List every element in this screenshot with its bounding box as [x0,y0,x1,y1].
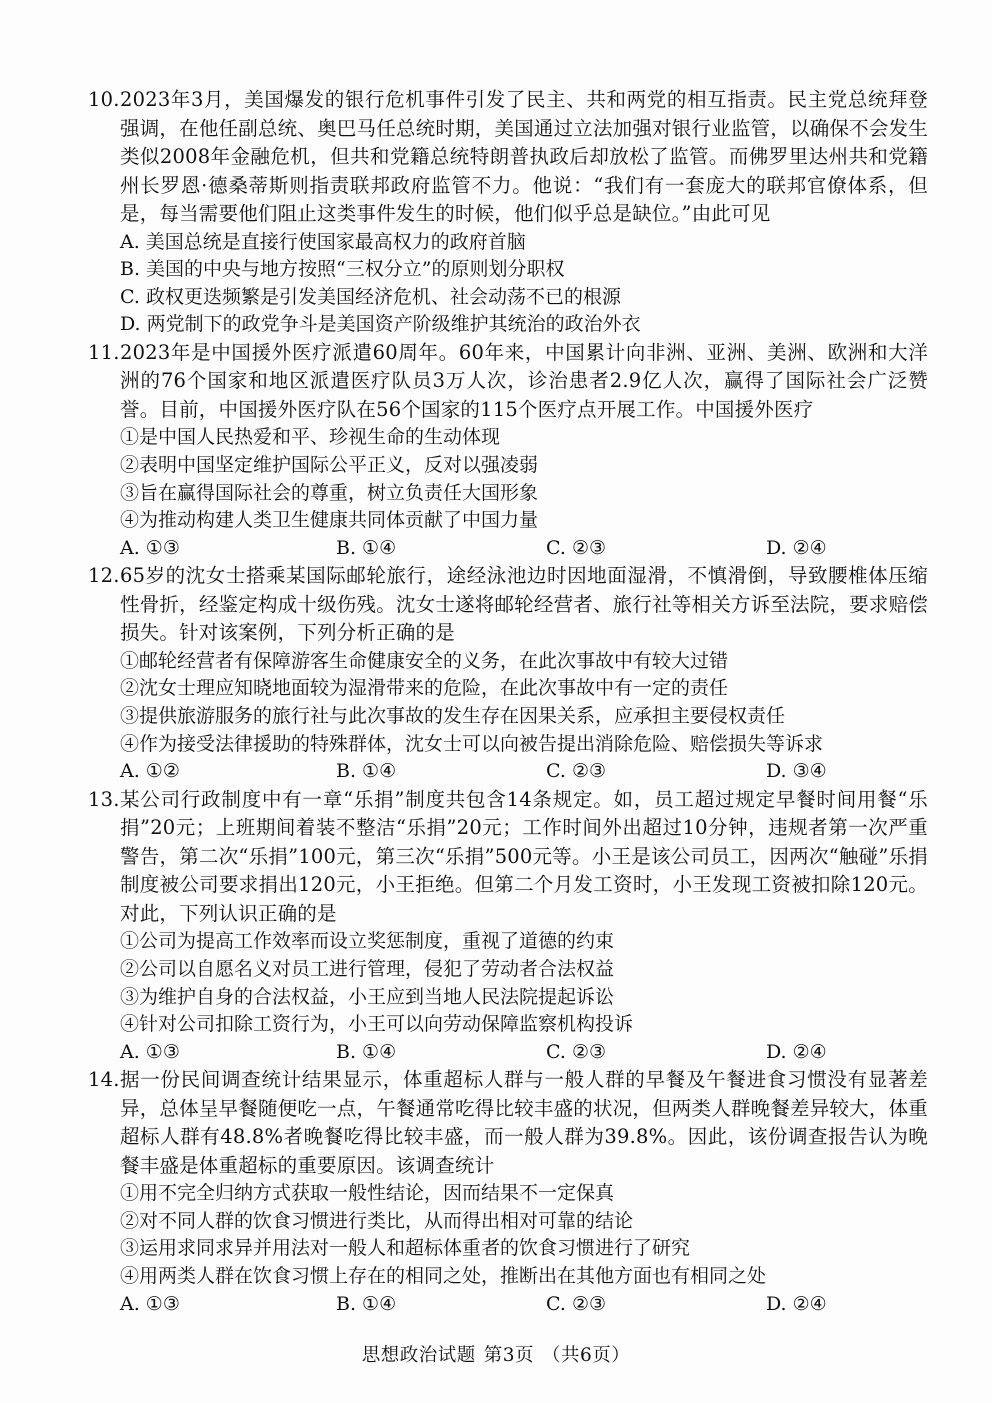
question-text: 65岁的沈女士搭乘某国际邮轮旅行，途经泳池边时因地面湿滑，不慎滑倒，导致腰椎体压缩性骨折，经鉴定构成十级伤残。沈女士遂将邮轮经营者、旅行社等相关方诉至法院，要求赔偿损失。针对该案例，下列分析正确的是 [120,564,928,645]
choice-c: C. ②③ [546,1040,607,1063]
question-number: 13. [88,787,120,811]
question-number: 12. [88,564,120,588]
statement-2: ②对不同人群的饮食习惯进行类比，从而得出相对可靠的结论 [120,1209,634,1232]
question-10 [88,86,928,339]
question-12 [88,562,928,785]
question-stem [88,339,928,425]
statement-1: ①公司为提高工作效率而设立奖惩制度，重视了道德的约束 [120,930,615,953]
answer-choices [88,1039,928,1067]
question-stem [88,86,928,229]
question-text: 据一份民间调查统计结果显示，体重超标人群与一般人群的早餐及午餐进食习惯没有显著差异，总体呈早餐随便吃一点，午餐通常吃得比较丰盛的状况，但两类人群晚餐差异较大，体重超标人群有48.8%者晚餐吃得比较丰盛，而一般人群为39.8%。因此，该份调查报告认为晚餐丰盛是体重超标的重要原因。该调查统计 [120,1068,928,1177]
choice-d: D. ②④ [766,1292,827,1315]
answer-choices [88,535,928,563]
statement-2: ②沈女士理应知晓地面较为湿滑带来的危险，在此次事故中有一定的责任 [120,677,729,700]
question-stem [88,1066,928,1180]
choice-a: A. ①③ [120,1292,180,1315]
question-text: 2023年3月，美国爆发的银行危机事件引发了民主、共和两党的相互指责。民主党总统拜登强调，在他任副总统、奥巴马任总统时期，美国通过立法加强对银行业监管，以确保不会发生类似2008年金融危机，但共和党籍总统特朗普执政后却放松了监管。而佛罗里达州共和党籍州长罗恩·德桑蒂斯则指责联邦政府监管不力。他说：“我们有一套庞大的联邦官僚体系，但是，每当需要他们阻止这类事件发生的时候，他们似乎总是缺位。”由此可见 [120,88,928,225]
question-number: 14. [88,1068,120,1092]
question-11 [88,339,928,562]
statement-3: ③提供旅游服务的旅行社与此次事故的发生存在因果关系，应承担主要侵权责任 [120,705,786,728]
question-text: 某公司行政制度中有一章“乐捐”制度共包含14条规定。如，员工超过规定早餐时间用餐“乐捐”20元；上班期间着装不整洁“乐捐”20元；工作时间外出超过10分钟，违规者第一次严重警告，第二次“乐捐”100元，第三次“乐捐”500元等。小王是该公司员工，因两次“触碰”乐捐制度被公司要求捐出120元，小王拒绝。但第二个月发工资时，小王发现工资被扣除120元。对此，下列认识正确的是 [120,787,928,925]
question-number: 11. [88,340,120,364]
question-stem [88,786,928,929]
footer-total-pages: （共6页） [542,1345,631,1366]
choice-c: C. ②③ [546,536,607,559]
choice-b: B. ①④ [336,1040,397,1063]
choice-b: B. ①④ [336,760,397,783]
option-d: D. 两党制下的政党争斗是美国资产阶级维护其统治的政治外衣 [120,313,641,336]
questions-area [88,86,928,1318]
statement-1: ①邮轮经营者有保障游客生命健康安全的义务，在此次事故中有较大过错 [120,649,729,672]
option-c: C. 政权更迭频繁是引发美国经济危机、社会动荡不已的根源 [120,285,621,308]
footer-subject: 思想政治试题 [361,1345,476,1366]
option-b: B. 美国的中央与地方按照“三权分立”的原则划分职权 [120,258,565,281]
statement-3: ③旨在赢得国际社会的尊重，树立负责任大国形象 [120,481,539,504]
question-number: 10. [88,88,120,111]
question-text: 2023年是中国援外医疗派遣60周年。60年来，中国累计向非洲、亚洲、美洲、欧洲和大洋洲的76个国家和地区派遣医疗队员3万人次，诊治患者2.9亿人次，赢得了国际社会广泛赞誉。目前，中国援外医疗队在56个国家的115个医疗点开展工作。中国援外医疗 [120,340,928,421]
answer-choices [88,1291,928,1319]
statement-4: ④针对公司扣除工资行为，小王可以向劳动保障监察机构投诉 [120,1013,634,1036]
statement-4: ④用两类人群在饮食习惯上存在的相同之处，推断出在其他方面也有相同之处 [120,1265,767,1288]
page-footer [0,1341,992,1367]
statement-4: ④作为接受法律援助的特殊群体，沈女士可以向被告提出消除危险、赔偿损失等诉求 [120,732,824,755]
statement-2: ②公司以自愿名义对员工进行管理，侵犯了劳动者合法权益 [120,957,615,980]
choice-a: A. ①③ [120,1040,180,1063]
statement-1: ①是中国人民热爱和平、珍视生命的生动体现 [120,426,501,449]
statement-2: ②表明中国坚定维护国际公平正义，反对以强凌弱 [120,453,539,476]
question-stem [88,562,928,648]
question-13 [88,786,928,1066]
choice-c: C. ②③ [546,1292,607,1315]
statement-3: ③运用求同求异并用法对一般人和超标体重者的饮食习惯进行了研究 [120,1237,691,1260]
choice-d: D. ③④ [766,760,827,783]
choice-d: D. ②④ [766,536,827,559]
statement-4: ④为推动构建人类卫生健康共同体贡献了中国力量 [120,509,539,532]
answer-choices [88,758,928,786]
choice-c: C. ②③ [546,760,607,783]
option-a: A. 美国总统是直接行使国家最高权力的政府首脑 [120,230,526,253]
choice-b: B. ①④ [336,1292,397,1315]
footer-page-number: 第3页 [483,1345,534,1366]
statement-3: ③为维护自身的合法权益，小王应到当地人民法院提起诉讼 [120,985,615,1008]
statement-1: ①用不完全归纳方式获取一般性结论，因而结果不一定保真 [120,1182,615,1205]
question-14 [88,1066,928,1318]
choice-b: B. ①④ [336,536,397,559]
choice-a: A. ①③ [120,536,180,559]
choice-d: D. ②④ [766,1040,827,1063]
choice-a: A. ①② [120,760,180,783]
